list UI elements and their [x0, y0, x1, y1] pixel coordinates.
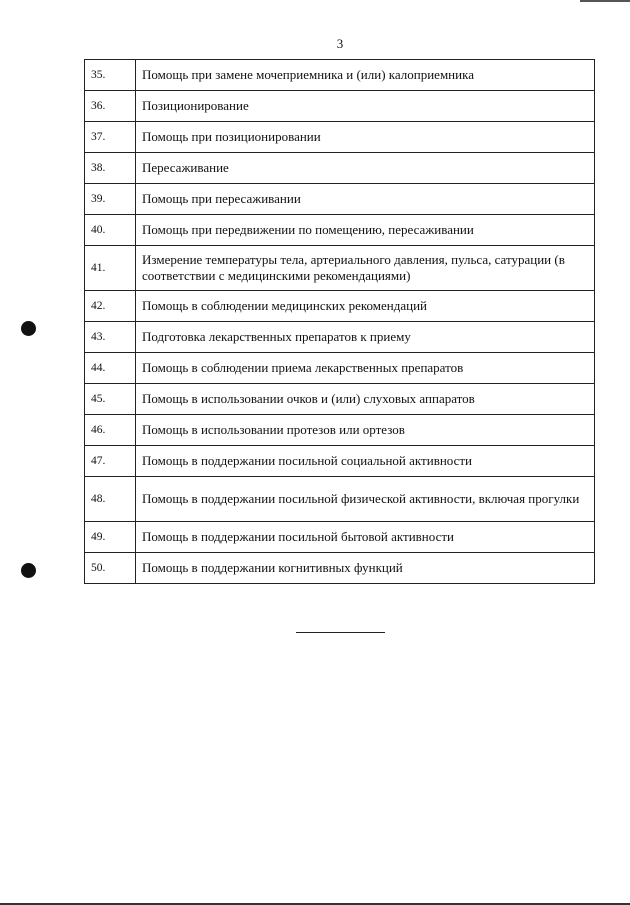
row-text: Помощь при передвижении по помещению, пересаживании: [136, 215, 595, 246]
row-number: 44.: [85, 353, 136, 384]
row-text: Помощь в использовании очков и (или) слуховых аппаратов: [136, 384, 595, 415]
row-number: 45.: [85, 384, 136, 415]
row-text: Помощь в поддержании посильной бытовой активности: [136, 522, 595, 553]
table-row: [85, 184, 595, 215]
row-text: Помощь в поддержании посильной социальной активности: [136, 446, 595, 477]
table-row: [85, 291, 595, 322]
row-text: Помощь в поддержании когнитивных функций: [136, 553, 595, 584]
table-row: [85, 153, 595, 184]
table-row: [85, 215, 595, 246]
scan-edge-mark: [580, 0, 630, 2]
punch-hole-mark: [21, 563, 36, 578]
row-text: Помощь в использовании протезов или ортезов: [136, 415, 595, 446]
row-text: Помощь в соблюдении приема лекарственных препаратов: [136, 353, 595, 384]
page-number: 3: [336, 36, 344, 51]
row-text: Помощь при пересаживании: [136, 184, 595, 215]
row-text: Подготовка лекарственных препаратов к приему: [136, 322, 595, 353]
row-number: 41.: [85, 246, 136, 291]
row-text: Помощь при замене мочеприемника и (или) калоприемника: [136, 60, 595, 91]
row-number: 36.: [85, 91, 136, 122]
table-row: [85, 122, 595, 153]
row-number: 47.: [85, 446, 136, 477]
row-number: 42.: [85, 291, 136, 322]
row-text: Помощь в соблюдении медицинских рекомендаций: [136, 291, 595, 322]
row-number: 49.: [85, 522, 136, 553]
row-number: 46.: [85, 415, 136, 446]
table-row: [85, 553, 595, 584]
table-row: [85, 477, 595, 522]
row-number: 40.: [85, 215, 136, 246]
row-number: 35.: [85, 60, 136, 91]
table-row: [85, 384, 595, 415]
table-row: [85, 91, 595, 122]
table-row: [85, 322, 595, 353]
row-text: Измерение температуры тела, артериального давления, пульса, сатурации (в соответствии с медицинскими рекомендациями): [136, 246, 595, 291]
table-row: [85, 60, 595, 91]
row-number: 37.: [85, 122, 136, 153]
row-text: Позиционирование: [136, 91, 595, 122]
row-number: 39.: [85, 184, 136, 215]
row-number: 43.: [85, 322, 136, 353]
table-row: [85, 522, 595, 553]
punch-hole-mark: [21, 321, 36, 336]
row-text: Помощь в поддержании посильной физической активности, включая прогулки: [136, 477, 595, 522]
table-row: [85, 415, 595, 446]
row-text: Пересаживание: [136, 153, 595, 184]
row-number: 48.: [85, 477, 136, 522]
row-text: Помощь при позиционировании: [136, 122, 595, 153]
table-row: [85, 353, 595, 384]
table-row: [85, 446, 595, 477]
row-number: 38.: [85, 153, 136, 184]
table-row: [85, 246, 595, 291]
services-table: [84, 59, 595, 584]
row-number: 50.: [85, 553, 136, 584]
end-of-document-line: [296, 632, 385, 633]
